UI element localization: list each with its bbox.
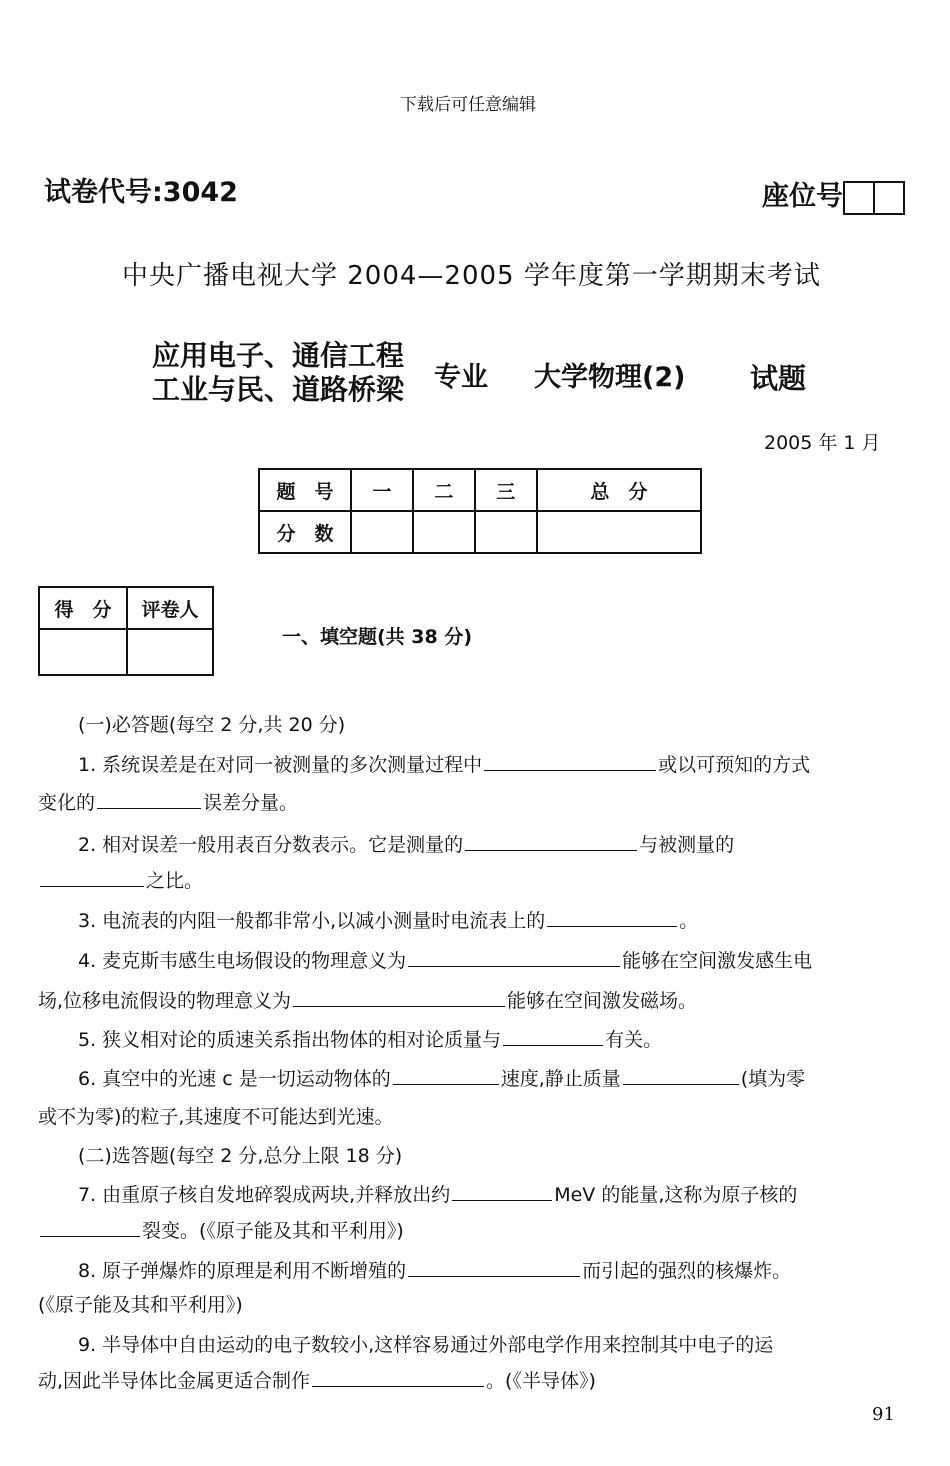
grader-cell-score[interactable] xyxy=(39,629,127,675)
question-4-line1: 4. 麦克斯韦感生电场假设的物理意义为 能够在空间激发感生电 xyxy=(78,946,812,973)
seat-number xyxy=(762,174,905,215)
seat-label: 座位号 xyxy=(762,181,843,212)
q8-blank[interactable] xyxy=(408,1256,580,1277)
major-line2: 工业与民、道路桥梁 xyxy=(152,373,405,406)
q2-blank-1[interactable] xyxy=(465,830,637,851)
question-8-line2: (《原子能及其和平利用》) xyxy=(38,1294,243,1316)
question-8-line1: 8. 原子弹爆炸的原理是利用不断增殖的 而引起的强烈的核爆炸。 xyxy=(78,1256,791,1283)
question-7-line1: 7. 由重原子核自发地碎裂成两块,并释放出约 MeV 的能量,这称为原子核的 xyxy=(78,1180,797,1207)
exam-word: 试题 xyxy=(750,362,807,395)
score-row-label: 分 数 xyxy=(259,511,351,553)
q9-blank[interactable] xyxy=(312,1366,484,1387)
question-7-line2: 裂变。(《原子能及其和平利用》) xyxy=(38,1216,404,1243)
course-name: 大学物理(2) xyxy=(534,362,686,393)
q6-blank-1[interactable] xyxy=(393,1064,499,1085)
q7-blank-1[interactable] xyxy=(452,1180,552,1201)
question-5: 5. 狭义相对论的质速关系指出物体的相对论质量与 有关。 xyxy=(78,1025,662,1052)
score-table xyxy=(258,468,702,554)
question-1-line2: 变化的 误差分量。 xyxy=(38,788,298,815)
question-2-line2: 之比。 xyxy=(38,866,203,893)
section1-title: 一、填空题(共 38 分) xyxy=(282,626,473,648)
part1-title: (一)必答题(每空 2 分,共 20 分) xyxy=(78,714,346,736)
q6-blank-2[interactable] xyxy=(623,1064,739,1085)
major-suffix: 专业 xyxy=(434,362,488,393)
question-2-line1: 2. 相对误差一般用表百分数表示。它是测量的 与被测量的 xyxy=(78,830,734,857)
grader-header-grader: 评卷人 xyxy=(127,587,213,629)
question-9-line1: 9. 半导体中自由运动的电子数较小,这样容易通过外部电学作用来控制其中电子的运 xyxy=(78,1334,774,1356)
seat-box-1[interactable] xyxy=(843,181,875,215)
part2-title: (二)选答题(每空 2 分,总分上限 18 分) xyxy=(78,1145,403,1167)
seat-box-2[interactable] xyxy=(875,181,905,215)
score-header-total: 总 分 xyxy=(537,469,701,511)
question-9-line2: 动,因此半导体比金属更适合制作 。(《半导体》) xyxy=(38,1366,596,1393)
q4-blank-1[interactable] xyxy=(408,946,620,967)
score-cell-2[interactable] xyxy=(413,511,475,553)
grader-cell-grader[interactable] xyxy=(127,629,213,675)
q5-blank[interactable] xyxy=(503,1025,603,1046)
q1-blank-1[interactable] xyxy=(484,750,656,771)
score-cell-total[interactable] xyxy=(537,511,701,553)
q3-blank[interactable] xyxy=(547,906,677,927)
score-header-1: 一 xyxy=(351,469,413,511)
question-6-line2: 或不为零)的粒子,其速度不可能达到光速。 xyxy=(38,1106,394,1128)
grader-header-score: 得 分 xyxy=(39,587,127,629)
score-header-2: 二 xyxy=(413,469,475,511)
grader-table xyxy=(38,586,214,676)
q4-blank-2[interactable] xyxy=(293,986,505,1007)
question-3: 3. 电流表的内阻一般都非常小,以减小测量时电流表上的 。 xyxy=(78,906,698,933)
question-6-line1: 6. 真空中的光速 c 是一切运动物体的 速度,静止质量 (填为零 xyxy=(78,1064,805,1091)
exam-date: 2005 年 1 月 xyxy=(764,432,881,454)
major-line1: 应用电子、通信工程 xyxy=(152,339,405,372)
page-number: 91 xyxy=(872,1404,895,1425)
exam-title: 中央广播电视大学 2004—2005 学年度第一学期期末考试 xyxy=(122,261,821,291)
score-header-3: 三 xyxy=(475,469,537,511)
question-4-line2: 场,位移电流假设的物理意义为 能够在空间激发磁场。 xyxy=(38,986,697,1013)
paper-code: 试卷代号:3042 xyxy=(44,177,238,208)
score-cell-3[interactable] xyxy=(475,511,537,553)
question-1-line1: 1. 系统误差是在对同一被测量的多次测量过程中 或以可预知的方式 xyxy=(78,750,810,777)
q1-blank-2[interactable] xyxy=(97,788,201,809)
q2-blank-2[interactable] xyxy=(40,866,144,887)
score-header-label: 题 号 xyxy=(259,469,351,511)
header-note: 下载后可任意编辑 xyxy=(400,95,536,115)
score-cell-1[interactable] xyxy=(351,511,413,553)
q7-blank-2[interactable] xyxy=(40,1216,140,1237)
